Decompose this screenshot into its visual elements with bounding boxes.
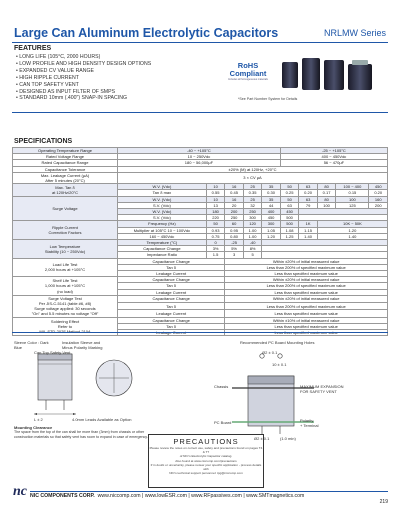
mounting-clearance-title: Mounting Clearance (14, 425, 53, 430)
feature-item: • CAN TOP SAFETY VENT (16, 81, 79, 88)
footer-rule (30, 491, 388, 492)
footer (30, 493, 304, 499)
spec-value: -40 ~ +105°C (118, 148, 281, 154)
table-cell: 35 (262, 184, 281, 190)
table-cell: 25 (243, 196, 262, 202)
table-cell: 63 (299, 196, 318, 202)
table-cell: 500 (280, 215, 299, 221)
table-cell: 0.93 (206, 227, 225, 233)
table-cell: 0 (206, 240, 225, 246)
table-cell: 100 (317, 202, 336, 208)
spec-sublabel: Tan δ (118, 264, 225, 270)
table-row (13, 295, 388, 302)
pcb-spacing-label: 10 ± 0.1 (272, 362, 287, 367)
spec-sublabel: Leakage Current (118, 271, 225, 277)
table-cell: 1.25 (280, 233, 299, 239)
table-row (13, 160, 388, 166)
table-cell: 50 (206, 221, 225, 227)
table-cell: 450 (369, 184, 388, 190)
table-cell: 180 (206, 209, 225, 215)
spec-sublabel: Capacitance Change (118, 277, 225, 283)
table-cell: 0.80 (225, 233, 244, 239)
spec-sublabel: Capacitance Change (118, 246, 207, 252)
table-cell: 1.20 (317, 227, 387, 233)
table-cell: Less than specified maximum value (225, 271, 388, 277)
spec-sublabel: Capacitance Change (118, 317, 225, 323)
spec-label: Surge Voltage Test Per JIS-C-5141 (table #6, #8) Surge voltage applied: 30 seconds "On" and 5.5 minutes no voltage "Off" (13, 295, 118, 317)
spec-sublabel: Frequency (Hz) (118, 221, 207, 227)
table-cell: 0.17 (317, 190, 336, 196)
table-cell: 250 (243, 209, 262, 215)
spec-sublabel: W.V. (Vdc) (118, 196, 207, 202)
svg-text:nc: nc (13, 484, 27, 498)
rohs-title: RoHS (237, 61, 259, 70)
table-cell: 200 (369, 202, 388, 208)
spec-value: 3 × CV μA (118, 172, 388, 183)
features-list (16, 54, 151, 102)
table-cell: Within ±20% of initial measured value (225, 295, 388, 302)
table-cell: 16 (225, 184, 244, 190)
table-cell: 20 (225, 202, 244, 208)
table-cell: Less than 200% of specified maximum value (225, 283, 388, 289)
feature-item: • DESIGNED AS INPUT FILTER OF SMPS (16, 88, 116, 95)
pc-board-label: PC Board (214, 420, 232, 425)
spec-sublabel: W.V. (Vdc) (118, 184, 207, 190)
spec-value: 56 ~ 470μF (280, 160, 387, 166)
table-cell: -40 (243, 240, 262, 246)
spec-label: Rated Voltage Range (13, 154, 118, 160)
mounting-clearance-note: The space from the top of the can shall be more than (3mm) from chassis or other construction materials so that safety vent has room to expand in case of emergency. (14, 430, 148, 439)
spec-value: -25 ~ +105°C (280, 148, 387, 154)
table-cell: 100 (336, 196, 369, 202)
precautions-line: of NIC's Electrolytic Capacitor catalog. (179, 454, 233, 459)
spec-sublabel: Tan δ max (118, 190, 207, 196)
spec-sublabel: Impedance Ratio (118, 252, 207, 258)
table-cell: 80 (317, 184, 336, 190)
table-cell: 1.20 (262, 233, 281, 239)
table-cell: 120 (243, 221, 262, 227)
table-cell: 0.20 (299, 190, 318, 196)
lead-diameter-label: Ø2 ± 0.1 (254, 436, 270, 441)
spec-value: 400 ~ 450Vdc (280, 154, 387, 160)
table-cell: 300 (262, 221, 281, 227)
table-cell: 1.40 (299, 233, 318, 239)
rohs-fineprint: Includes all homogeneous materials (228, 78, 268, 81)
table-cell: 220 (206, 215, 225, 221)
table-cell: 50 (280, 184, 299, 190)
table-cell: 8% (243, 246, 262, 252)
spec-value: 10 ~ 250Vdc (118, 154, 281, 160)
table-row (13, 154, 388, 160)
table-cell: 1.40 (317, 233, 387, 239)
table-cell: 16 (225, 196, 244, 202)
chassis-label: Chassis (214, 384, 229, 389)
sleeve-color-label: Sleeve Color : Dark Blue (14, 340, 49, 350)
spec-sublabel: Leakage Current (118, 310, 225, 317)
table-cell: Within ±20% of initial measured value (225, 258, 388, 264)
table-cell: Less than 200% of specified maximum value (225, 264, 388, 270)
precautions-line: Please review the notes on correct use, safety and precautions found on pages T4 & T7 (149, 446, 263, 455)
spec-value: 180 ~ 56,000μF (118, 160, 281, 166)
spec-sublabel: Temperature (°C) (118, 240, 207, 246)
table-cell: 1.08 (280, 227, 299, 233)
table-cell: 60 (225, 221, 244, 227)
length-dim-label: L ± 2 (34, 417, 43, 422)
footer-links[interactable]: www.niccomp.com | www.lowESR.com | www.RFpassives.com | www.SMTmagnetics.com (97, 493, 305, 499)
table-cell: 1.00 (243, 227, 262, 233)
feature-item: • HIGH RIPPLE CURRENT (16, 74, 79, 81)
feature-item: • LOW PROFILE AND HIGH DENSITY DESIGN OPTIONS (16, 60, 152, 67)
spec-sublabel: Tan δ (118, 283, 225, 289)
table-cell: 0.35 (243, 190, 262, 196)
spec-sublabel: Tan δ (118, 323, 225, 329)
table-cell: 44 (262, 202, 281, 208)
rohs-subtitle: Compliant (229, 69, 267, 78)
table-cell: 1.00 (243, 233, 262, 239)
precautions-box (148, 434, 264, 488)
spec-sublabel: 160 ~ 450Vdc (118, 233, 207, 239)
table-cell: -25 (225, 240, 244, 246)
spec-sublabel: Leakage Current (118, 289, 225, 295)
rohs-badge (222, 62, 274, 92)
table-cell: 3 (225, 252, 244, 258)
table-cell: 450 (280, 209, 299, 215)
table-cell: Less than specified maximum value (225, 310, 388, 317)
table-row (13, 148, 388, 154)
table-cell: 10 (206, 196, 225, 202)
spec-label: Rated Capacitance Range (13, 160, 118, 166)
spec-label: Operating Temperature Range (13, 148, 118, 154)
spec-sublabel: S.V. (Vdc) (118, 215, 207, 221)
series-name: NRLMW Series (323, 28, 386, 38)
page-title: Large Can Aluminum Electrolytic Capacitors (14, 26, 279, 40)
table-cell: 25 (243, 184, 262, 190)
table-cell: Less than 200% of specified maximum value (225, 303, 388, 310)
table-cell: 1K (299, 221, 318, 227)
table-cell: 50 (280, 196, 299, 202)
precautions-line: Also found at www.niccomp.com/precautions (175, 458, 237, 463)
table-cell: 10 (206, 184, 225, 190)
spec-label: Max. Leakage Current (μA) After 5 minutes (20°C) (13, 172, 118, 183)
table-cell: 1.5 (206, 252, 225, 258)
table-cell: 5% (225, 246, 244, 252)
polarity-terminal-label: Polarity + Terminal (300, 418, 319, 428)
table-cell: 450 (262, 215, 281, 221)
table-cell: 3% (206, 246, 225, 252)
pcb-hole-dim-label: Ø2 ± 0.1 (262, 350, 278, 355)
table-cell: 0.45 (225, 190, 244, 196)
spec-label: Shelf Life Test 1,000 hours at +105°C (no load) (13, 277, 118, 296)
vent-label: Can Top Safety Vent (34, 350, 71, 355)
table-cell: 250 (225, 215, 244, 221)
table-cell: 0.25 (280, 190, 299, 196)
specs-rule (12, 112, 388, 113)
spec-sublabel: Capacitance Change (118, 295, 225, 302)
specs-heading: SPECIFICATIONS (14, 138, 73, 145)
feature-item: • EXPANDED CV VALUE RANGE (16, 67, 95, 74)
table-cell: Within ±20% of initial measured value (225, 277, 388, 283)
table-cell: 63 (280, 202, 299, 208)
part-number-note: *See Part Number System for Details (238, 97, 298, 101)
lead-min-label: (1.0 min) (280, 436, 296, 441)
table-cell: 13 (206, 202, 225, 208)
spec-label: Soldering Effect Refer to (13, 317, 118, 336)
page-number: 219 (379, 499, 388, 505)
table-cell: Less than specified maximum value (225, 323, 388, 329)
feature-item: • STANDARD 10mm (.400") SNAP-IN SPACING (16, 95, 127, 102)
title-rule (12, 42, 388, 43)
table-cell: 0.75 (206, 233, 225, 239)
max-expansion-label: MAXIMUM EXPANSION FOR SAFETY VENT (300, 384, 344, 394)
spec-table (12, 147, 388, 336)
table-cell: Within ±10% of initial measured value (225, 317, 388, 323)
table-cell: 0.20 (369, 190, 388, 196)
table-cell: 79 (299, 202, 318, 208)
drawing-rule (12, 332, 388, 333)
table-cell: 200 (225, 209, 244, 215)
table-cell: 10K ~ 50K (317, 221, 387, 227)
spec-sublabel: Tan δ (118, 303, 225, 310)
table-cell: 400 (262, 209, 281, 215)
table-cell: 1.15 (299, 227, 318, 233)
table-cell: 500 (280, 221, 299, 227)
precautions-line: If in doubt or uncertainty, please review your specific application - process details with (150, 462, 262, 472)
features-heading: FEATURES (14, 45, 52, 52)
table-cell: 100 ~ 400 (336, 184, 369, 190)
table-cell: 0.55 (206, 190, 225, 196)
table-cell: 5 (243, 252, 262, 258)
spec-label: Capacitance Tolerance (13, 166, 118, 172)
insulation-label: Insulation Sleeve and Minus Polarity Marking (62, 340, 103, 350)
table-cell: 0.15 (336, 190, 369, 196)
table-row (13, 172, 388, 183)
table-cell: 80 (317, 196, 336, 202)
table-cell: 125 (336, 202, 369, 208)
spec-label: Load Life Test 2,000 hours at +105°C (13, 258, 118, 277)
leads-option-label: 4.0mm Leads Available as Option (72, 417, 132, 422)
table-cell: 63 (299, 184, 318, 190)
table-cell: 0.30 (262, 190, 281, 196)
table-cell: Less than specified maximum value (225, 289, 388, 295)
table-cell: 160 (369, 196, 388, 202)
table-cell: 35 (262, 196, 281, 202)
spec-sublabel: Capacitance Change (118, 258, 225, 264)
pcb-holes-title: Recommended PC Board Mounting Holes (240, 340, 315, 345)
table-cell: 32 (243, 202, 262, 208)
precautions-title: PRECAUTIONS (173, 437, 239, 446)
spec-label: Low Temperature Stability (10 ~ 250Vdc) (13, 240, 118, 259)
feature-item: • LONG LIFE (105°C, 2000 HOURS) (16, 54, 101, 60)
table-cell: 0.95 (225, 227, 244, 233)
nic-logo (12, 482, 28, 498)
spec-sublabel: S.V. (Vdc) (118, 202, 207, 208)
capacitor-photo (278, 56, 376, 94)
spec-label: Surge Voltage (13, 196, 118, 221)
spec-label: Ripple Current Correction Factors (13, 221, 118, 240)
table-cell: 300 (243, 215, 262, 221)
spec-label: Max. Tan δ at 120Hz/20°C (13, 184, 118, 196)
spec-sublabel: Multiplier at 105°C 10 ~ 100Vdc (118, 227, 207, 233)
precautions-line: NIC's technical support personnel: tpg@niccomp.com (169, 471, 243, 476)
company-name: NIC COMPONENTS CORP. (30, 493, 95, 499)
spec-sublabel: W.V. (Vdc) (118, 209, 207, 215)
spec-value: ±20% (M) at 120Hz, +20°C (118, 166, 388, 172)
table-cell: 1.05 (262, 227, 281, 233)
